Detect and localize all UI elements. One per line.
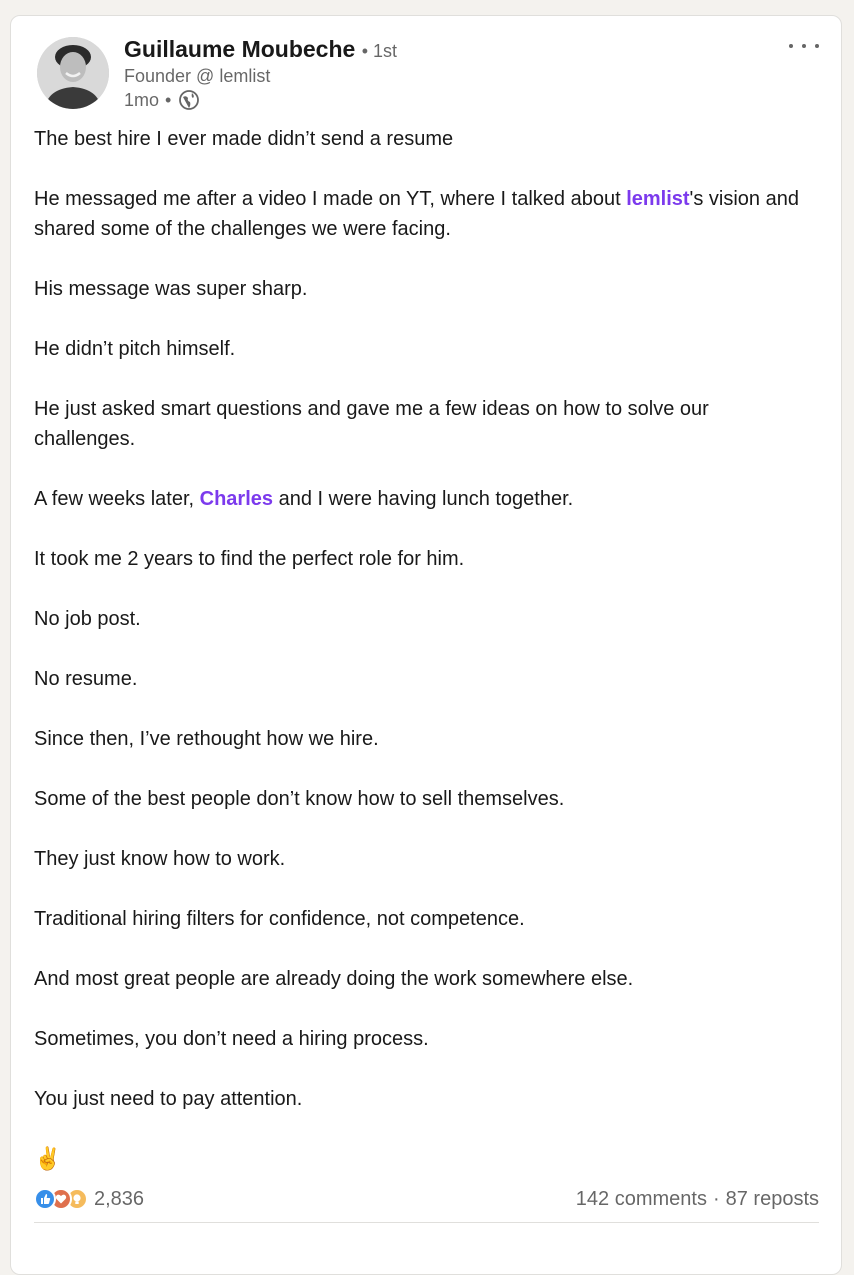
divider bbox=[34, 1222, 819, 1223]
paragraph-text: 's vision and shared some of the challenges we were facing. bbox=[34, 188, 799, 240]
post-paragraph: They just know how to work. bbox=[34, 848, 286, 870]
paragraph-text: A few weeks later, bbox=[34, 488, 200, 510]
post-paragraph: He didn’t pitch himself. bbox=[34, 338, 236, 360]
mention-lemlist[interactable]: lemlist bbox=[626, 188, 690, 210]
author-header bbox=[124, 36, 397, 63]
post-paragraph: He just asked smart questions and gave me a few ideas on how to solve our challenges. bbox=[34, 398, 709, 450]
post-body bbox=[34, 124, 814, 1144]
more-dot bbox=[815, 44, 819, 48]
engagement-counts bbox=[576, 1188, 819, 1211]
post-paragraph bbox=[34, 484, 814, 514]
more-dot bbox=[789, 44, 793, 48]
reposts-count[interactable]: 87 reposts bbox=[725, 1187, 819, 1210]
avatar-photo bbox=[37, 37, 109, 109]
post-time: 1mo bbox=[124, 89, 160, 110]
author-name[interactable]: Guillaume Moubeche bbox=[124, 36, 356, 62]
reaction-icons bbox=[34, 1188, 88, 1210]
post-paragraph bbox=[34, 184, 814, 244]
like-reaction-icon bbox=[34, 1188, 56, 1210]
social-counts-bar bbox=[34, 1184, 819, 1214]
meta-separator: • bbox=[165, 89, 172, 110]
post-paragraph: And most great people are already doing the work somewhere else. bbox=[34, 968, 634, 990]
comments-count[interactable]: 142 comments bbox=[575, 1187, 707, 1210]
post-paragraph: Traditional hiring filters for confidence, not competence. bbox=[34, 908, 525, 930]
reactions-count: 2,836 bbox=[94, 1187, 145, 1210]
author-headline: Founder @ lemlist bbox=[124, 66, 271, 86]
post-paragraph: Sometimes, you don’t need a hiring process. bbox=[34, 1028, 429, 1050]
post-paragraph: It took me 2 years to find the perfect role for him. bbox=[34, 548, 465, 570]
post-card bbox=[10, 15, 842, 1275]
globe-icon bbox=[178, 89, 200, 111]
reactions-summary[interactable] bbox=[34, 1188, 144, 1211]
post-paragraph: Since then, I’ve rethought how we hire. bbox=[34, 728, 379, 750]
connection-degree: • 1st bbox=[361, 41, 398, 61]
post-paragraph: No resume. bbox=[34, 668, 138, 690]
post-paragraph: No job post. bbox=[34, 608, 141, 630]
post-paragraph: Some of the best people don’t know how to sell themselves. bbox=[34, 788, 565, 810]
mention-charles[interactable]: Charles bbox=[199, 488, 274, 510]
post-meta bbox=[124, 89, 200, 111]
counts-separator: · bbox=[712, 1187, 720, 1210]
paragraph-text: and I were having lunch together. bbox=[273, 488, 574, 510]
paragraph-text: He messaged me after a video I made on YT, where I talked about bbox=[34, 188, 627, 210]
more-options-icon[interactable] bbox=[789, 36, 819, 56]
author-avatar[interactable] bbox=[37, 37, 109, 109]
post-paragraph: His message was super sharp. bbox=[34, 278, 308, 300]
more-dot bbox=[802, 44, 806, 48]
post-paragraph: You just need to pay attention. bbox=[34, 1088, 303, 1110]
victory-hand-emoji: ✌️ bbox=[34, 1146, 62, 1171]
post-paragraph: The best hire I ever made didn’t send a resume bbox=[34, 128, 454, 150]
